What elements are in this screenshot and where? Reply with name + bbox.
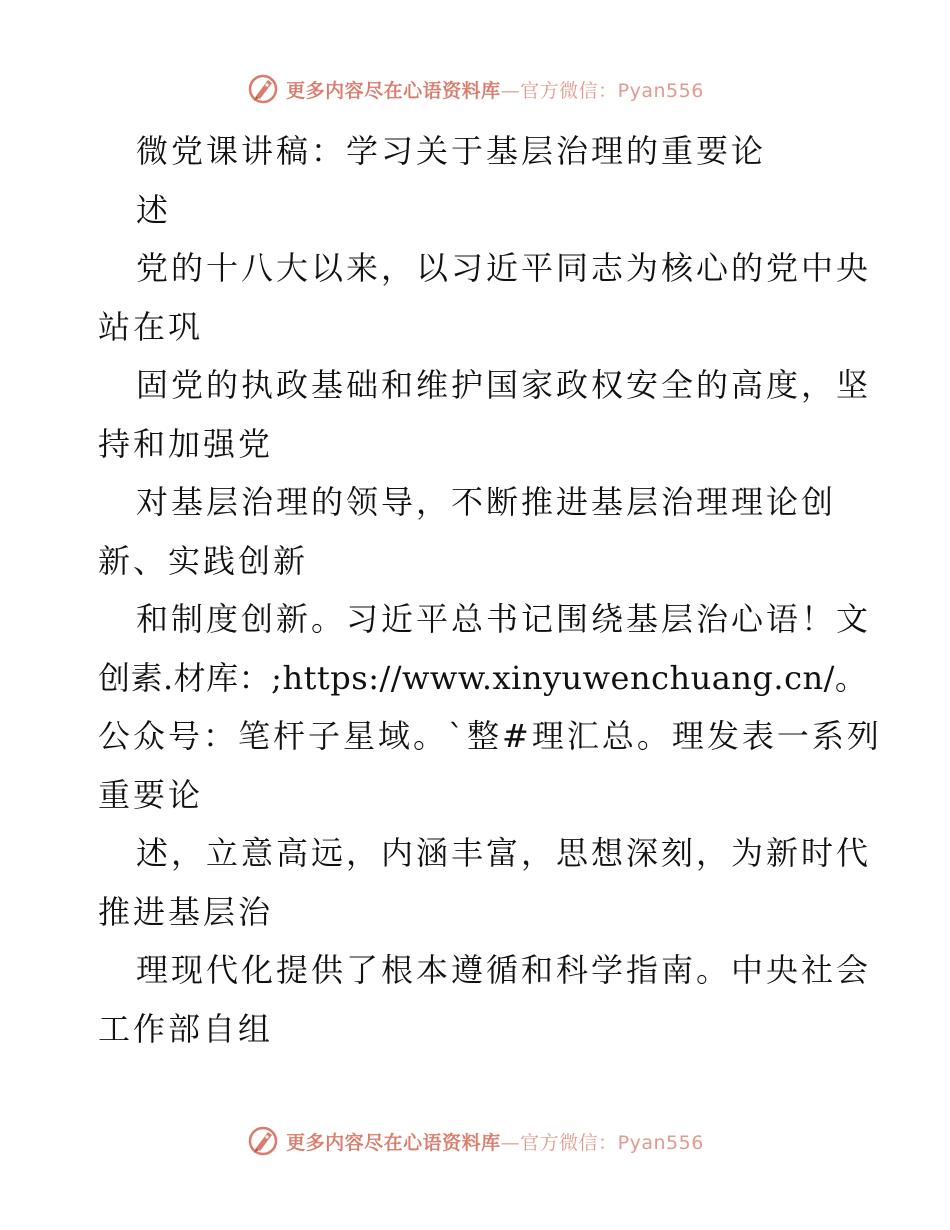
watermark-text <box>286 1128 704 1155</box>
paragraph-line: 重要论 <box>98 775 204 814</box>
fountain-pen-logo-icon <box>246 72 280 106</box>
fountain-pen-logo-icon <box>246 1124 280 1158</box>
paragraph-line: 推进基层治 <box>98 892 274 931</box>
title-line-2: 述 <box>136 190 172 229</box>
watermark-contact: 官方微信：Pyan556 <box>520 79 704 102</box>
watermark-separator: — <box>500 79 521 102</box>
watermark-separator: — <box>500 1131 521 1154</box>
watermark-brand: 更多内容尽在心语资料库 <box>286 1131 501 1154</box>
watermark-contact: 官方微信：Pyan556 <box>520 1131 704 1154</box>
watermark-brand: 更多内容尽在心语资料库 <box>286 79 501 102</box>
paragraph-line: 党的十八大以来，以习近平同志为核心的党中央 <box>136 249 872 287</box>
paragraph-line-url: 创素.材库：;https://www.xinyuwenchuang.cn/。 <box>98 658 868 697</box>
paragraph-line: 站在巩 <box>98 307 204 346</box>
paragraph-line: 对基层治理的领导，不断推进基层治理理论创 <box>136 483 837 521</box>
paragraph-line: 固党的执政基础和维护国家政权安全的高度，坚 <box>136 366 872 404</box>
header-watermark-banner <box>0 72 950 106</box>
title-line-1: 微党课讲稿：学习关于基层治理的重要论 <box>136 132 767 170</box>
paragraph-line: 新、实践创新 <box>98 541 309 580</box>
paragraph-line: 公众号：笔杆子星域。`整#理汇总。理发表一系列 <box>98 717 882 755</box>
watermark-text <box>286 76 704 103</box>
paragraph-line: 和制度创新。习近平总书记围绕基层治心语！文 <box>136 600 872 638</box>
paragraph-line: 持和加强党 <box>98 424 274 463</box>
footer-watermark-banner <box>0 1124 950 1158</box>
paragraph-line: 工作部自组 <box>98 1009 274 1048</box>
document-body <box>98 122 882 1058</box>
paragraph-line: 理现代化提供了根本遵循和科学指南。中央社会 <box>136 951 872 989</box>
paragraph-line: 述，立意高远，内涵丰富，思想深刻，为新时代 <box>136 834 872 872</box>
